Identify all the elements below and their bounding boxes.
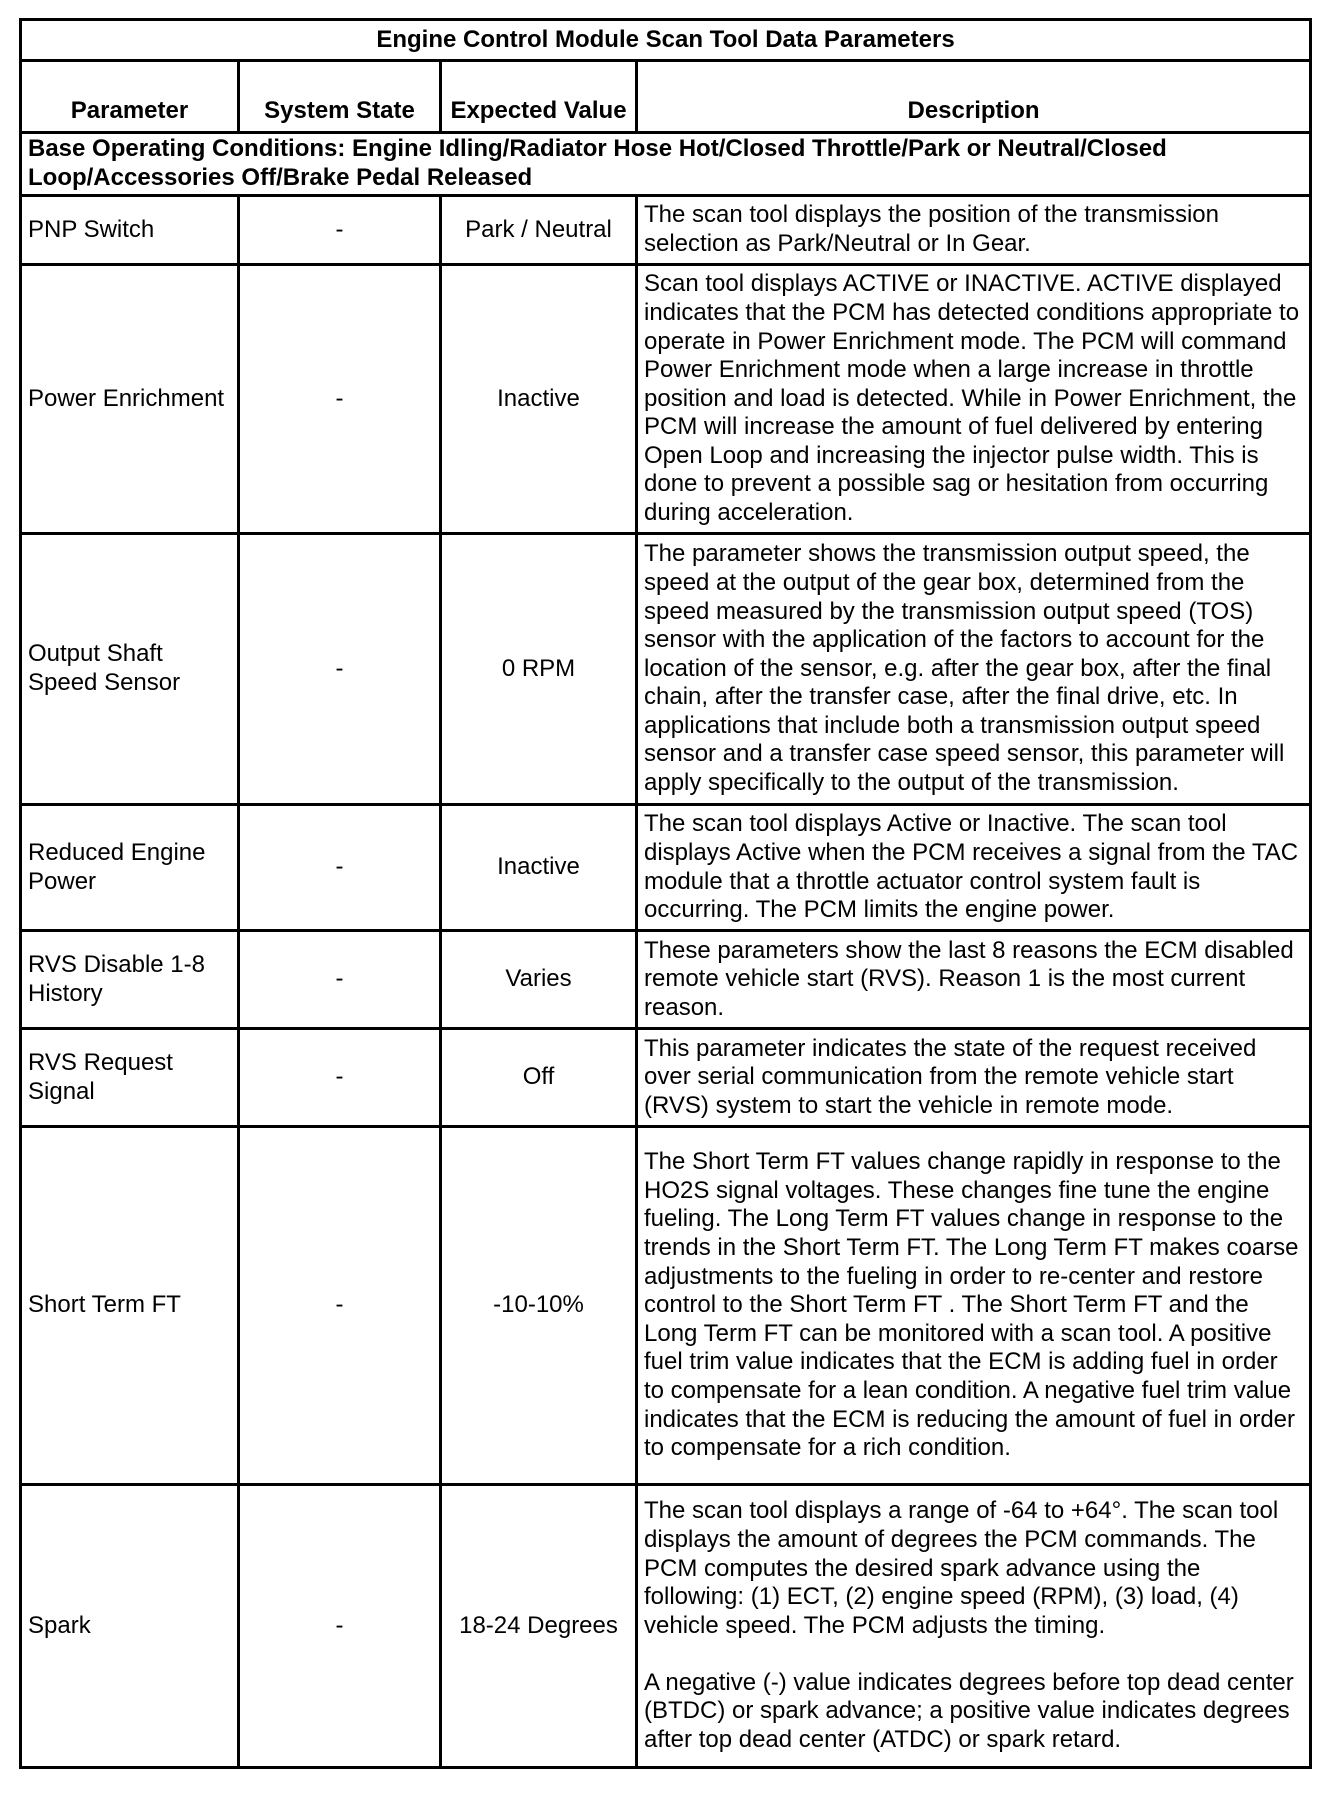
description-cell	[637, 1485, 1311, 1768]
system-state-cell: -	[239, 265, 441, 534]
description-cell: This parameter indicates the state of the request received over serial communication from the remote vehicle start (RVS) system to start the vehicle in remote mode.	[637, 1029, 1311, 1127]
expected-value-cell: Off	[441, 1029, 637, 1127]
system-state-cell: -	[239, 196, 441, 265]
table-row	[21, 265, 1311, 534]
parameter-cell: PNP Switch	[21, 196, 239, 265]
parameter-cell: RVS Disable 1-8 History	[21, 931, 239, 1029]
description-cell: Scan tool displays ACTIVE or INACTIVE. ACTIVE displayed indicates that the PCM has detected conditions appropriate to operate in Power Enrichment mode. The PCM will command Power Enrichment mode when a large increase in throttle position and load is detected. While in Power Enrichment, the PCM will increase the amount of fuel delivered by entering Open Loop and increasing the injector pulse width. This is done to prevent a possible sag or hesitation from occurring during acceleration.	[637, 265, 1311, 534]
parameter-cell: Reduced Engine Power	[21, 805, 239, 931]
table-row	[21, 196, 1311, 265]
table-row	[21, 805, 1311, 931]
table-title: Engine Control Module Scan Tool Data Parameters	[21, 20, 1311, 61]
spark-description-paragraph-1: The scan tool displays a range of -64 to +64°. The scan tool displays the amount of degrees the PCM commands. The PCM computes the desired spark advance using the following: (1) ECT, (2) engine speed (RPM), (3) load, (4) vehicle speed. The PCM adjusts the timing.	[644, 1497, 1279, 1639]
expected-value-cell: Varies	[441, 931, 637, 1029]
table-row	[21, 1485, 1311, 1768]
expected-value-cell: Inactive	[441, 805, 637, 931]
parameter-cell: Spark	[21, 1485, 239, 1768]
expected-value-cell: 18-24 Degrees	[441, 1485, 637, 1768]
description-cell: The parameter shows the transmission output speed, the speed at the output of the gear box, determined from the speed measured by the transmission output speed (TOS) sensor with the application of the factors to account for the location of the sensor, e.g. after the gear box, after the final chain, after the transfer case, after the final drive, etc. In applications that include both a transmission output speed sensor and a transfer case speed sensor, this parameter will apply specifically to the output of the transmission.	[637, 534, 1311, 805]
parameter-cell: RVS Request Signal	[21, 1029, 239, 1127]
system-state-cell: -	[239, 805, 441, 931]
description-cell: These parameters show the last 8 reasons the ECM disabled remote vehicle start (RVS). Reason 1 is the most current reason.	[637, 931, 1311, 1029]
parameter-cell: Short Term FT	[21, 1127, 239, 1485]
system-state-cell: -	[239, 534, 441, 805]
header-description: Description	[637, 61, 1311, 133]
table-row	[21, 534, 1311, 805]
expected-value-cell: Inactive	[441, 265, 637, 534]
table-row	[21, 1127, 1311, 1485]
expected-value-cell: 0 RPM	[441, 534, 637, 805]
paragraph-gap	[644, 1640, 1303, 1669]
system-state-cell: -	[239, 1029, 441, 1127]
base-operating-conditions: Base Operating Conditions: Engine Idling/Radiator Hose Hot/Closed Throttle/Park or Neutral/Closed Loop/Accessories Off/Brake Pedal Released	[21, 133, 1311, 196]
expected-value-cell: -10-10%	[441, 1127, 637, 1485]
table-row	[21, 1029, 1311, 1127]
system-state-cell: -	[239, 1127, 441, 1485]
system-state-cell: -	[239, 1485, 441, 1768]
spark-description-paragraph-2: A negative (-) value indicates degrees before top dead center (BTDC) or spark advance; a positive value indicates degrees after top dead center (ATDC) or spark retard.	[644, 1668, 1294, 1754]
description-cell: The Short Term FT values change rapidly in response to the HO2S signal voltages. These changes fine tune the engine fueling. The Long Term FT values change in response to the trends in the Short Term FT. The Long Term FT makes coarse adjustments to the fueling in order to re-center and restore control to the Short Term FT . The Short Term FT and the Long Term FT can be monitored with a scan tool. A positive fuel trim value indicates that the ECM is adding fuel in order to compensate for a lean condition. A negative fuel trim value indicates that the ECM is reducing the amount of fuel in order to compensate for a rich condition.	[637, 1127, 1311, 1485]
expected-value-cell: Park / Neutral	[441, 196, 637, 265]
system-state-cell: -	[239, 931, 441, 1029]
header-system-state: System State	[239, 61, 441, 133]
scan-tool-data-table	[19, 18, 1312, 1769]
header-parameter: Parameter	[21, 61, 239, 133]
header-row	[21, 61, 1311, 133]
table-row	[21, 931, 1311, 1029]
description-cell: The scan tool displays Active or Inactive. The scan tool displays Active when the PCM receives a signal from the TAC module that a throttle actuator control system fault is occurring. The PCM limits the engine power.	[637, 805, 1311, 931]
parameter-cell: Power Enrichment	[21, 265, 239, 534]
description-cell: The scan tool displays the position of the transmission selection as Park/Neutral or In Gear.	[637, 196, 1311, 265]
parameter-cell: Output Shaft Speed Sensor	[21, 534, 239, 805]
header-expected-value: Expected Value	[441, 61, 637, 133]
